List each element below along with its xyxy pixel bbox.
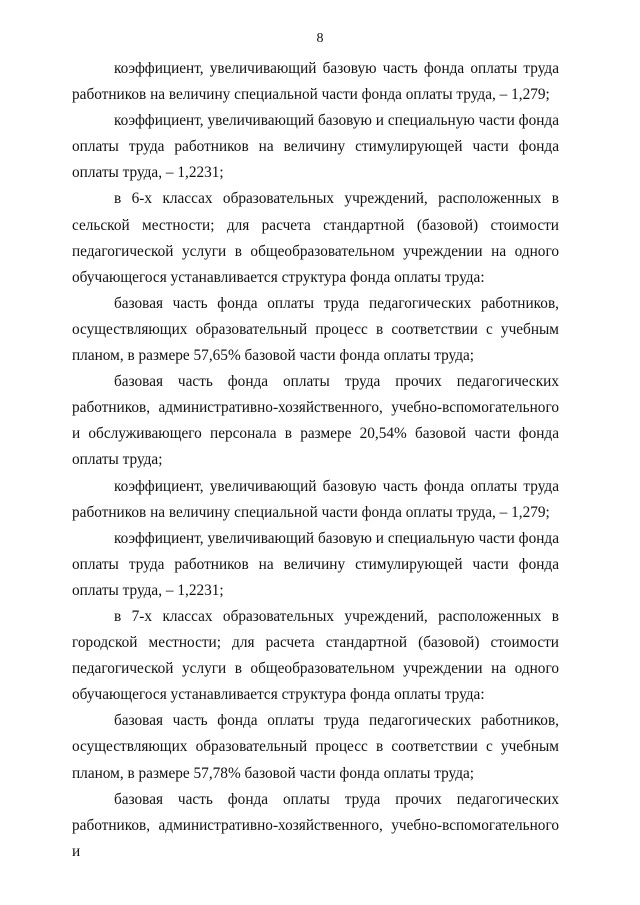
paragraph-coefficient-stimulating-6: коэффициент, увеличивающий базовую и специальную части фонда оплаты труда работников на величину стимулирующей части фонда оплаты труда, – 1,2231; (72, 112, 559, 182)
paragraph-coefficient-stimulating-6b: коэффициент, увеличивающий базовую и специальную части фонда оплаты труда работников на величину стимулирующей части фонда оплаты труда, – 1,2231; (72, 529, 559, 599)
paragraph-coefficient-special-6b: коэффициент, увеличивающий базовую часть фонда оплаты труда работников на величину специальной части фонда оплаты труда, – 1,279; (72, 477, 559, 521)
page-number: 8 (316, 31, 324, 46)
paragraph-base-pedagogical-7: базовая часть фонда оплаты труда педагогических работников, осуществляющих образовательный процесс в соответствии с учебным планом, в размере 57,78% базовой части фонда оплаты труда; (72, 712, 559, 782)
document-body (72, 56, 559, 865)
paragraph-base-other-staff-7: базовая часть фонда оплаты труда прочих педагогических работников, административно-хозяйственного, учебно-вспомогательного и (72, 790, 559, 860)
paragraph-base-other-staff-6: базовая часть фонда оплаты труда прочих педагогических работников, административно-хозяйственного, учебно-вспомогательного и обслуживающего персонала в размере 20,54% базовой части фонда оплаты труда; (72, 373, 559, 469)
paragraph-grade-7-urban: в 7-х классах образовательных учреждений, расположенных в городской местности; для расчета стандартной (базовой) стоимости педагогической услуги в общеобразовательном учреждении на одного обучающегося устанавливается структура фонда оплаты труда: (72, 607, 559, 704)
paragraph-grade-6-rural: в 6-х классах образовательных учреждений, расположенных в сельской местности; для расчета стандартной (базовой) стоимости педагогической услуги в общеобразовательном учреждении на одного обучающегося устанавливается структура фонда оплаты труда: (72, 190, 559, 286)
paragraph-base-pedagogical-6: базовая часть фонда оплаты труда педагогических работников, осуществляющих образовательный процесс в соответствии с учебным планом, в размере 57,65% базовой части фонда оплаты труда; (72, 294, 559, 365)
paragraph-coefficient-special-6: коэффициент, увеличивающий базовую часть фонда оплаты труда работников на величину специальной части фонда оплаты труда, – 1,279; (72, 60, 559, 104)
